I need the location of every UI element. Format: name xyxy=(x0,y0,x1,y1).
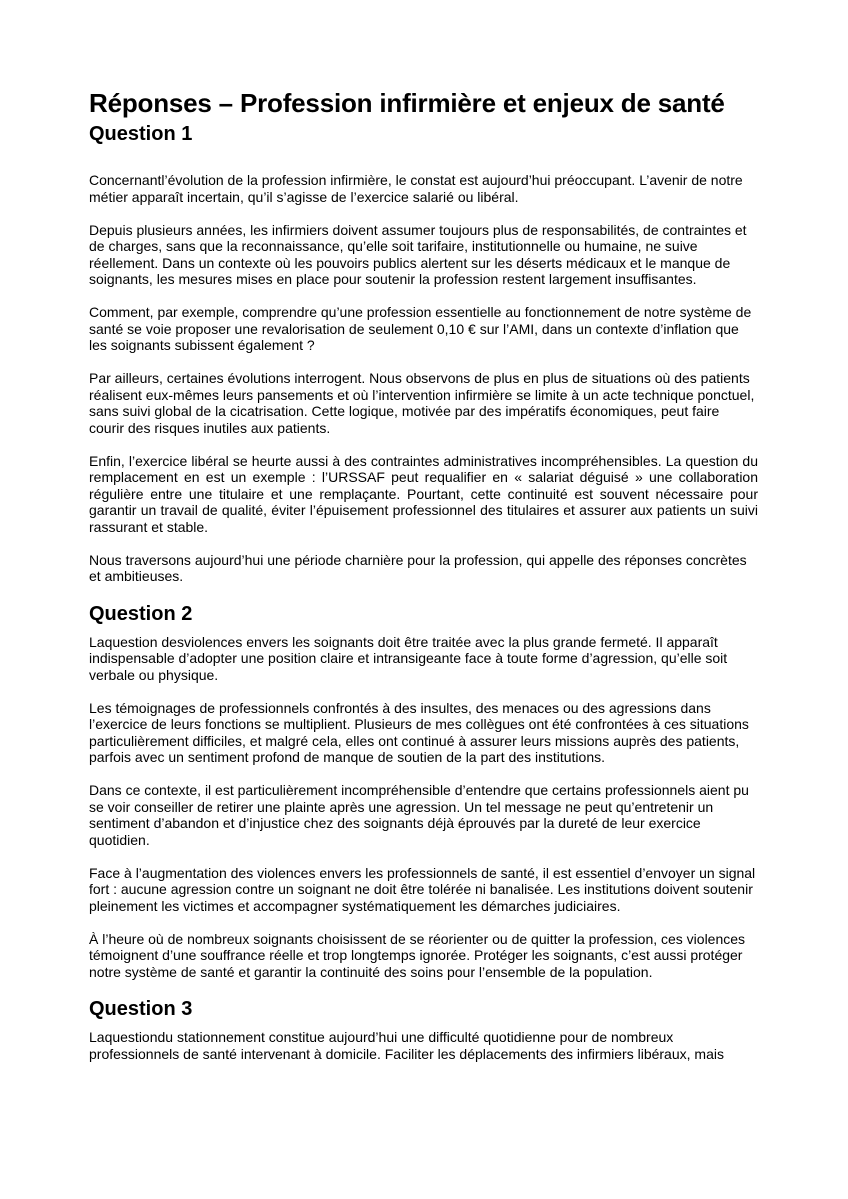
section-heading-question-3: Question 3 xyxy=(89,998,193,1020)
section-heading-question-2: Question 2 xyxy=(89,602,193,625)
section-question-3 xyxy=(89,997,758,1062)
paragraph: Nous traversons aujourd’hui une période charnière pour la profession, qui appelle des réponses concrètes et ambitieuses. xyxy=(89,551,747,584)
paragraph: Face à l’augmentation des violences envers les professionnels de santé, il est essentiel d’envoyer un signal fort : aucune agression contre un soignant ne doit être tolérée ni banalisée. Les institutions doivent soutenir pleinement les victimes et accompagner systématiquement les démarches judiciaires. xyxy=(89,864,756,914)
section-question-1 xyxy=(89,122,758,585)
paragraph: Laquestion desviolences envers les soignants doit être traitée avec la plus grande fermeté. Il apparaît indispensable d’adopter une position claire et intransigeante face à toute forme d’agression, qu’elle soit verbale ou physique. xyxy=(89,633,728,683)
paragraph: Comment, par exemple, comprendre qu’une profession essentielle au fonctionnement de notre système de santé se voie proposer une revalorisation de seulement 0,10 € sur l’AMI, dans un contexte d’inflation que les soignants subissent également ? xyxy=(89,304,752,353)
paragraph: Depuis plusieurs années, les infirmiers doivent assumer toujours plus de responsabilités, de contraintes et de charges, sans que la reconnaissance, qu’elle soit tarifaire, institutionnelle ou humaine, ne suive réellement. Dans un contexte où les pouvoirs publics alertent sur les déserts médicaux et le manque de soignants, les mesures mises en place pour soutenir la profession restent largement insuffisantes. xyxy=(89,221,747,287)
paragraph: Par ailleurs, certaines évolutions interrogent. Nous observons de plus en plus de situations où des patients réalisent eux-mêmes leurs pansements et où l’intervention infirmière se limite à un acte technique ponctuel, sans suivi global de la cicatrisation. Cette logique, motivée par des impératifs économiques, peut faire courir des risques inutiles aux patients. xyxy=(89,370,755,436)
section-heading-question-1: Question 1 xyxy=(89,123,193,145)
paragraph: Enfin, l’exercice libéral se heurte aussi à des contraintes administratives incompréhensibles. La question du remplacement en est un exemple : l’URSSAF peut requalifier en « salariat déguisé » une collaboration régulière entre une titulaire et une remplaçante. Pourtant, cette continuité est souvent nécessaire pour garantir un travail de qualité, éviter l’épuisement professionnel des titulaires et assurer aux patients un suivi rassurant et stable. xyxy=(89,452,758,535)
paragraph: Dans ce contexte, il est particulièrement incompréhensible d’entendre que certains professionnels aient pu se voir conseiller de retirer une plainte après une agression. Un tel message ne peut qu’entretenir un sentiment d’abandon et d’injustice chez des soignants déjà éprouvés par la dureté de leur exercice quotidien. xyxy=(89,782,749,848)
paragraph: Concernantl’évolution de la profession infirmière, le constat est aujourd’hui préoccupant. L’avenir de notre métier apparaît incertain, qu’il s’agisse de l’exercice salarié ou libéral. xyxy=(89,172,743,205)
paragraph: Les témoignages de professionnels confrontés à des insultes, des menaces ou des agressions dans l’exercice de leurs fonctions se multiplient. Plusieurs de mes collègues ont été confrontées à ces situations particulièrement difficiles, et malgré cela, elles ont continué à assurer leurs missions auprès des patients, parfois avec un sentiment profond de manque de soutien de la part des institutions. xyxy=(89,699,749,765)
document-title: Réponses – Profession infirmière et enjeux de santé xyxy=(89,88,725,118)
section-question-2 xyxy=(89,602,758,981)
paragraph: À l’heure où de nombreux soignants choisissent de se réorienter ou de quitter la profession, ces violences témoignent d’une souffrance réelle et trop longtemps ignorée. Protéger les soignants, c’est aussi protéger notre système de santé et garantir la continuité des soins pour l’ensemble de la population. xyxy=(89,930,746,980)
paragraph: Laquestiondu stationnement constitue aujourd’hui une difficulté quotidienne pour de nombreux professionnels de santé intervenant à domicile. Faciliter les déplacements des infirmiers libéraux, mais xyxy=(89,1029,724,1062)
